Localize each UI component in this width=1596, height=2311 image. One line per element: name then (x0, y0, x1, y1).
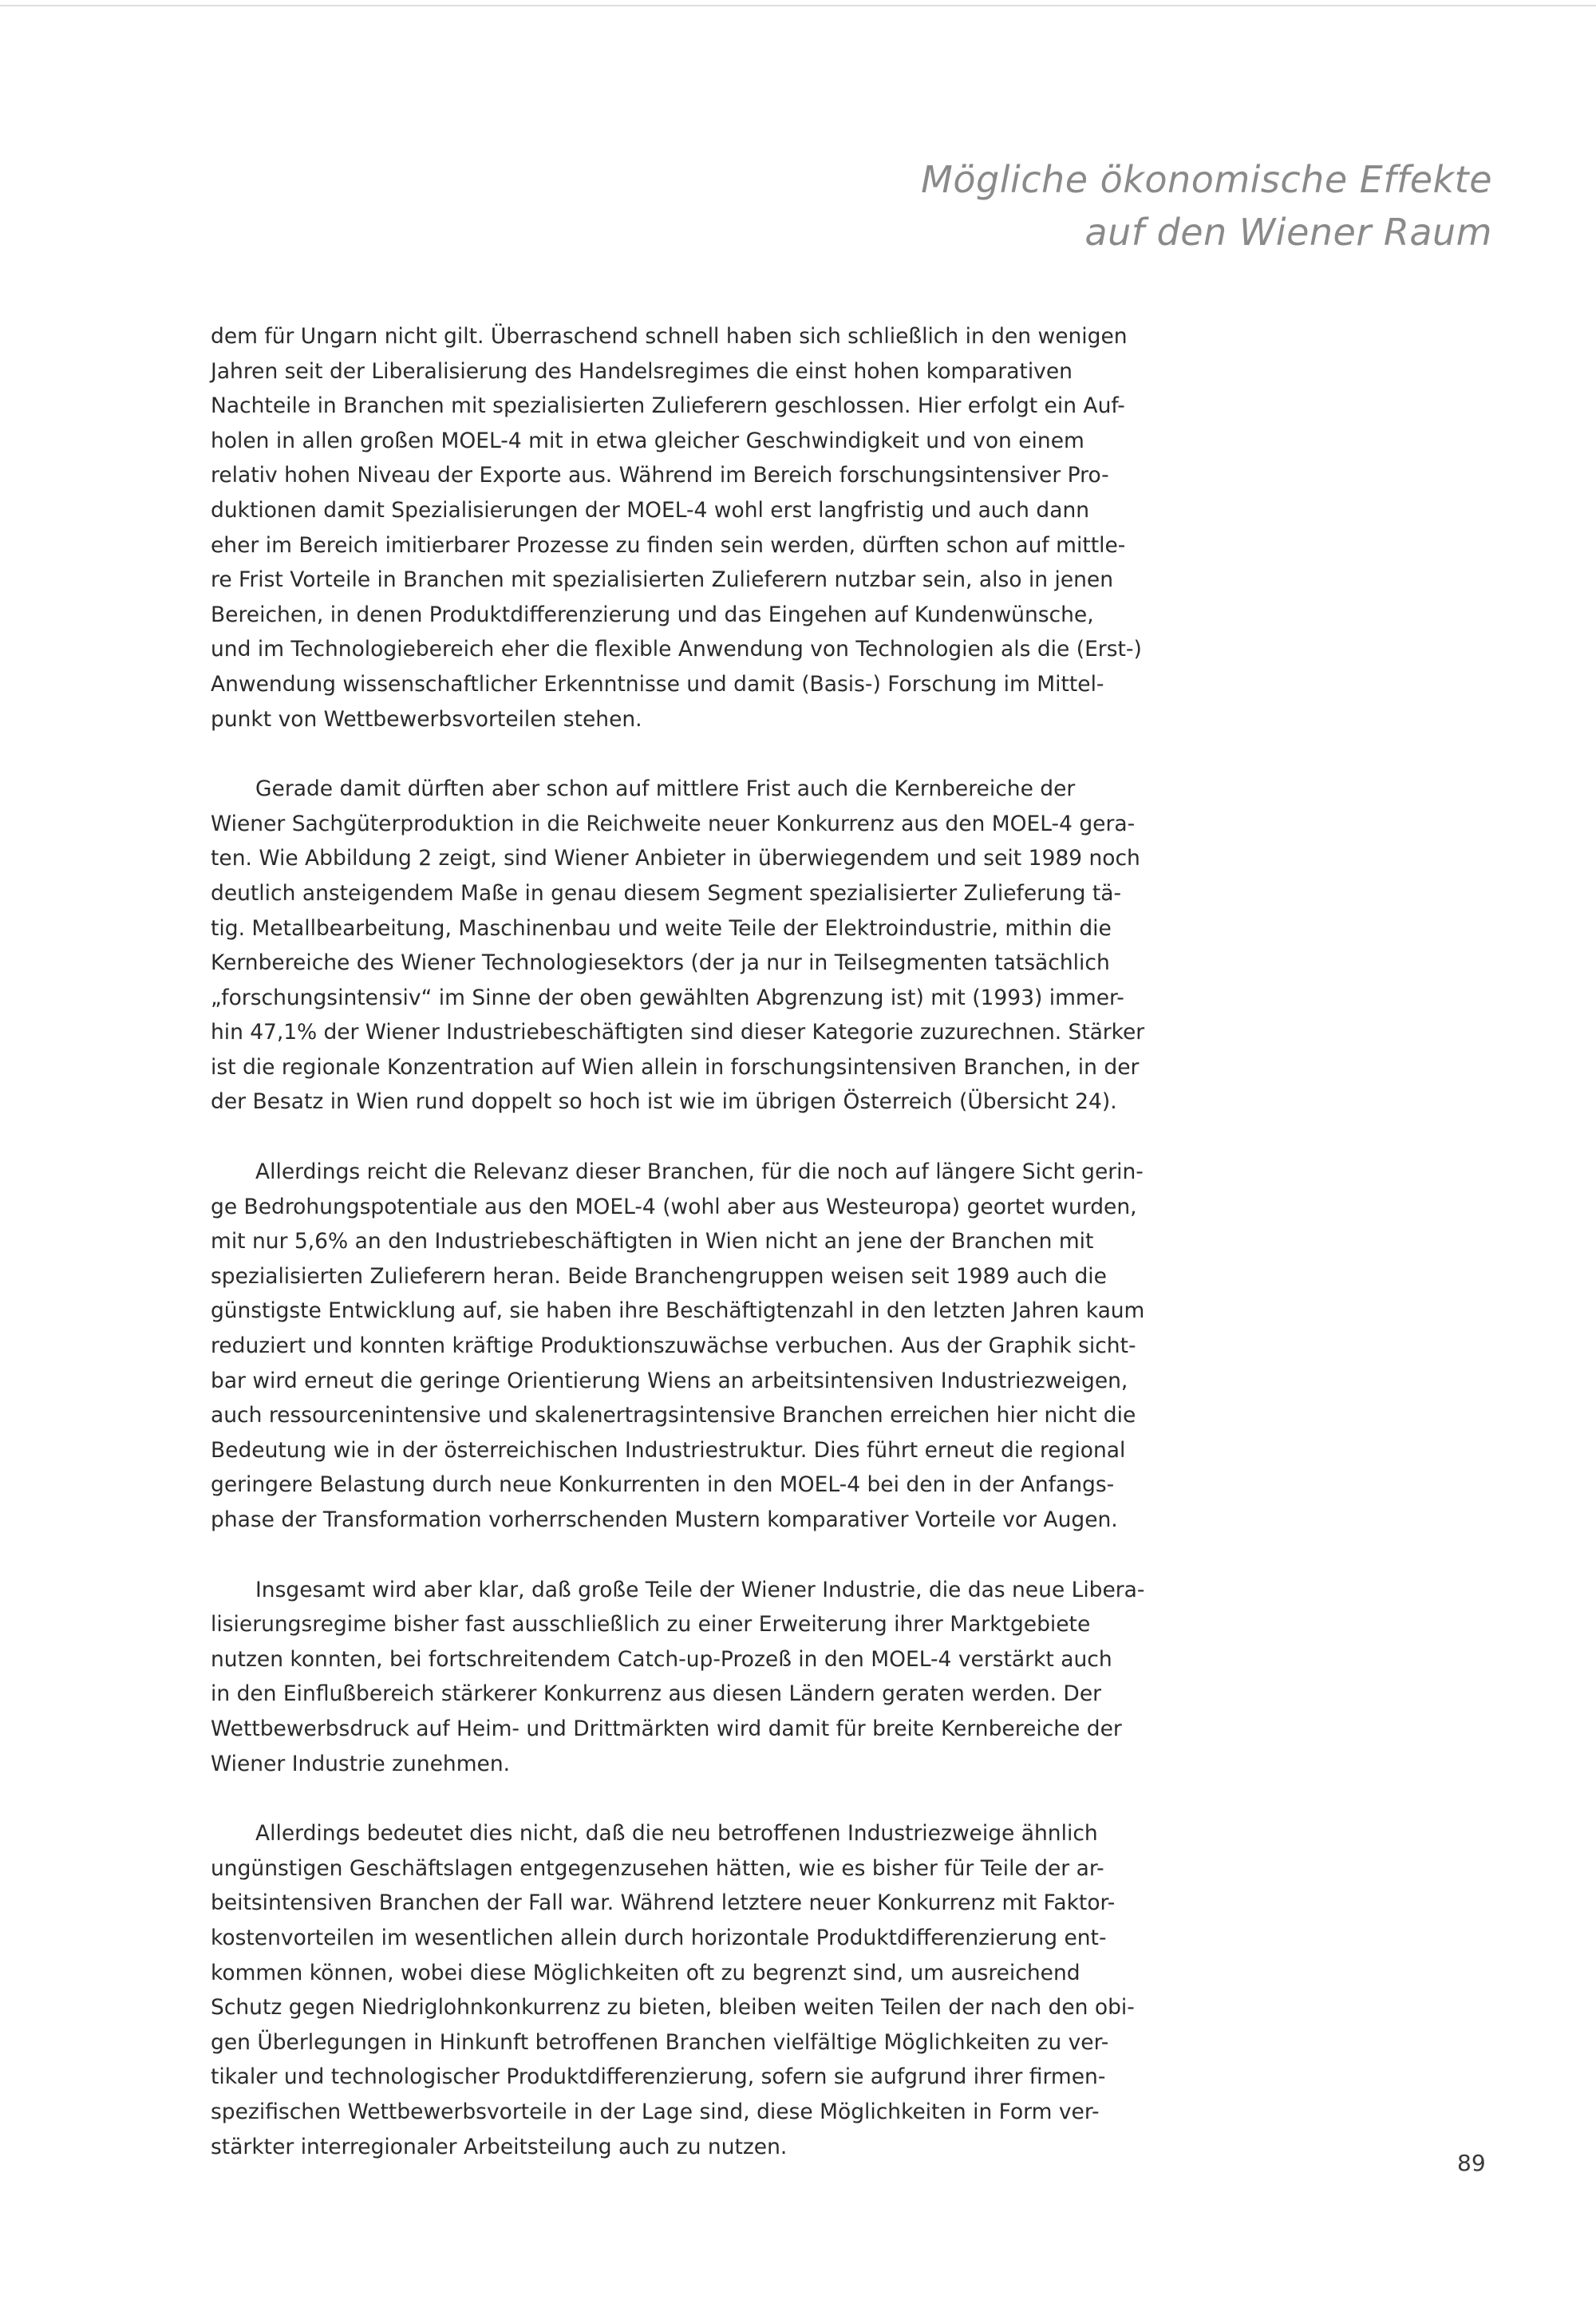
text-line: phase der Transformation vorherrschenden Mustern komparativer Vorteile vor Augen. (211, 1507, 1118, 1532)
text-line: Bereichen, in denen Produktdifferenzierung und das Eingehen auf Kundenwünsche, (211, 602, 1094, 627)
paragraph-3 (211, 1155, 1144, 1538)
paragraph-2 (211, 772, 1144, 1120)
text-line: duktionen damit Spezialisierungen der MOEL-4 wohl erst langfristig und auch dann (211, 497, 1090, 523)
text-line: Kernbereiche des Wiener Technologiesektors (der ja nur in Teilsegmenten tatsächlich (211, 950, 1110, 976)
text-line: Wiener Industrie zunehmen. (211, 1751, 511, 1776)
text-line: Schutz gegen Niedriglohnkonkurrenz zu bieten, bleiben weiten Teilen der nach den obi- (211, 1995, 1135, 2021)
text-line: relativ hohen Niveau der Exporte aus. Während im Bereich forschungsintensiver Pro- (211, 463, 1109, 488)
text-line: hin 47,1% der Wiener Industriebeschäftigten sind dieser Kategorie zuzurechnen. Stärker (211, 1020, 1145, 1045)
text-line: reduziert und konnten kräftige Produktionszuwächse verbuchen. Aus der Graphik sicht- (211, 1333, 1136, 1359)
text-line: spezifischen Wettbewerbsvorteile in der Lage sind, diese Möglichkeiten in Form ver- (211, 2099, 1100, 2124)
page-number: 89 (1457, 2150, 1486, 2176)
text-line: tikaler und technologischer Produktdifferenzierung, sofern sie aufgrund ihrer firmen- (211, 2064, 1106, 2090)
text-line: Insgesamt wird aber klar, daß große Teile der Wiener Industrie, die das neue Libera- (255, 1577, 1145, 1602)
text-line: re Frist Vorteile in Branchen mit spezialisierten Zulieferern nutzbar sein, also in jenen (211, 567, 1114, 593)
text-line: Jahren seit der Liberalisierung des Handelsregimes die einst hohen komparativen (211, 358, 1073, 384)
text-line: ungünstigen Geschäftslagen entgegenzusehen hätten, wie es bisher für Teile der ar- (211, 1855, 1104, 1881)
text-line: nutzen konnten, bei fortschreitendem Catch-up-Prozeß in den MOEL-4 verstärkt auch (211, 1646, 1112, 1672)
text-line: lisierungsregime bisher fast ausschließlich zu einer Erweiterung ihrer Marktgebiete (211, 1612, 1091, 1637)
text-line: Allerdings bedeutet dies nicht, daß die neu betroffenen Industriezweige ähnlich (255, 1821, 1098, 1847)
text-line: ten. Wie Abbildung 2 zeigt, sind Wiener Anbieter in überwiegendem und seit 1989 noch (211, 846, 1140, 871)
text-line: beitsintensiven Branchen der Fall war. Während letztere neuer Konkurrenz mit Faktor- (211, 1890, 1116, 1916)
text-line: in den Einflußbereich stärkerer Konkurrenz aus diesen Ländern geraten werden. Der (211, 1681, 1102, 1707)
text-line: punkt von Wettbewerbsvorteilen stehen. (211, 706, 642, 732)
text-line: stärkter interregionaler Arbeitsteilung auch zu nutzen. (211, 2134, 788, 2159)
text-line: kostenvorteilen im wesentlichen allein durch horizontale Produktdifferenzierung ent- (211, 1925, 1107, 1950)
text-line: mit nur 5,6% an den Industriebeschäftigten in Wien nicht an jene der Branchen mit (211, 1229, 1094, 1254)
text-line: holen in allen großen MOEL-4 mit in etwa gleicher Geschwindigkeit und von einem (211, 428, 1084, 453)
text-line: Wiener Sachgüterproduktion in die Reichweite neuer Konkurrenz aus den MOEL-4 gera- (211, 811, 1136, 836)
text-line: „forschungsintensiv“ im Sinne der oben gewählten Abgrenzung ist) mit (1993) immer- (211, 985, 1124, 1010)
header-title-line-2: auf den Wiener Raum (1084, 211, 1492, 254)
text-line: Nachteile in Branchen mit spezialisierten Zulieferern geschlossen. Hier erfolgt ein Auf- (211, 393, 1125, 419)
text-line: tig. Metallbearbeitung, Maschinenbau und weite Teile der Elektroindustrie, mithin die (211, 915, 1112, 941)
text-line: geringere Belastung durch neue Konkurrenten in den MOEL-4 bei den in der Anfangs- (211, 1472, 1115, 1498)
text-line: deutlich ansteigendem Maße in genau diesem Segment spezialisierter Zulieferung tä- (211, 880, 1122, 906)
header-title-line-1: Mögliche ökonomische Effekte (921, 158, 1492, 201)
text-line: gen Überlegungen in Hinkunft betroffenen Branchen vielfältige Möglichkeiten zu ver- (211, 2029, 1109, 2055)
text-line: kommen können, wobei diese Möglichkeiten oft zu begrenzt sind, um ausreichend (211, 1960, 1080, 1985)
text-line: Bedeutung wie in der österreichischen Industriestruktur. Dies führt erneut die regional (211, 1437, 1126, 1463)
text-line: ge Bedrohungspotentiale aus den MOEL-4 (wohl aber aus Westeuropa) geortet wurden, (211, 1194, 1137, 1219)
text-line: spezialisierten Zulieferern heran. Beide Branchengruppen weisen seit 1989 auch die (211, 1263, 1107, 1289)
paragraph-5 (211, 1816, 1144, 2164)
text-line: Wettbewerbsdruck auf Heim- und Drittmärkten wird damit für breite Kernbereiche der (211, 1716, 1122, 1741)
text-line: bar wird erneut die geringe Orientierung Wiens an arbeitsintensiven Industriezweigen, (211, 1368, 1128, 1393)
text-line: ist die regionale Konzentration auf Wien allein in forschungsintensiven Branchen, in der (211, 1054, 1140, 1080)
text-line: und im Technologiebereich eher die flexible Anwendung von Technologien als die (Erst-) (211, 637, 1142, 662)
running-header (921, 153, 1492, 259)
body-text (211, 319, 1144, 2164)
paragraph-4 (211, 1573, 1144, 1782)
text-line: günstigste Entwicklung auf, sie haben ihre Beschäftigtenzahl in den letzten Jahren kaum (211, 1298, 1145, 1324)
paragraph-1 (211, 319, 1144, 737)
top-rule (0, 5, 1596, 6)
text-line: eher im Bereich imitierbarer Prozesse zu finden sein werden, dürften schon auf mittle- (211, 532, 1126, 558)
text-line: auch ressourcenintensive und skalenertragsintensive Branchen erreichen hier nicht die (211, 1403, 1136, 1428)
text-line: dem für Ungarn nicht gilt. Überraschend schnell haben sich schließlich in den wenigen (211, 324, 1128, 349)
text-line: Allerdings reicht die Relevanz dieser Branchen, für die noch auf längere Sicht gerin- (255, 1159, 1144, 1185)
text-line: Gerade damit dürften aber schon auf mittlere Frist auch die Kernbereiche der (255, 776, 1076, 802)
text-line: der Besatz in Wien rund doppelt so hoch ist wie im übrigen Österreich (Übersicht 24). (211, 1089, 1117, 1115)
text-line: Anwendung wissenschaftlicher Erkenntnisse und damit (Basis-) Forschung im Mittel- (211, 671, 1104, 697)
